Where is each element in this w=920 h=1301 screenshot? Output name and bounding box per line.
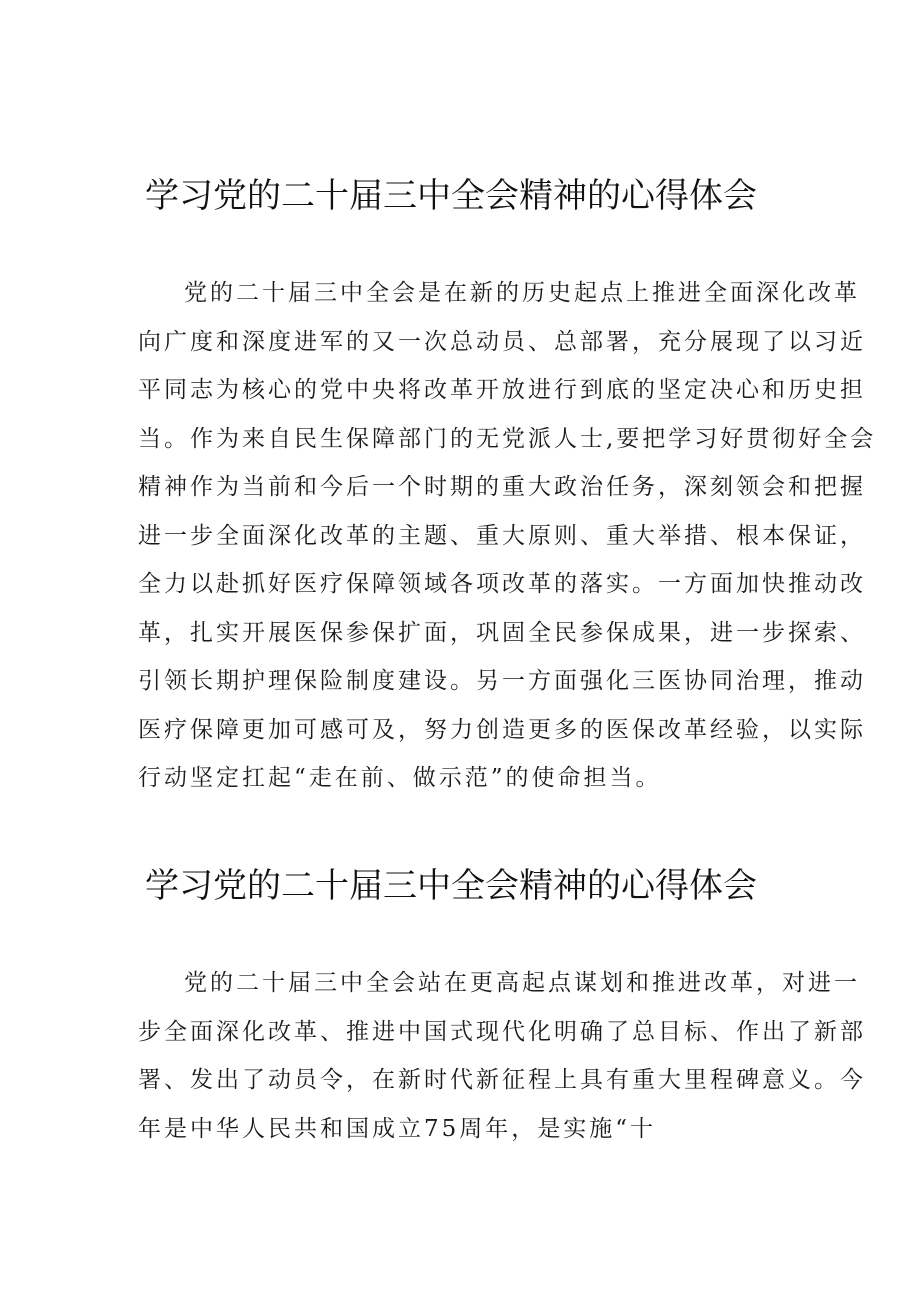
paragraph-line: 全力以赴抓好医疗保障领域各项改革的落实。一方面加快推动改 bbox=[138, 571, 866, 597]
paragraph-line: 年是中华人民共和国成立75周年，是实施“十 bbox=[138, 1115, 657, 1142]
section-1-paragraph bbox=[138, 269, 877, 803]
section-2-title: 学习党的二十届三中全会精神的心得体会 bbox=[145, 866, 757, 906]
paragraph-line: 引领长期护理保险制度建设。另一方面强化三医协同治理，推动 bbox=[138, 668, 866, 694]
paragraph-line: 平同志为核心的党中央将改革开放进行到底的坚定决心和历史担 bbox=[138, 377, 866, 403]
paragraph-line: 行动坚定扛起“走在前、做示范”的使命担当。 bbox=[138, 765, 662, 791]
paragraph-line: 党的二十届三中全会站在更高起点谋划和推进改革，对进一 bbox=[184, 970, 860, 996]
paragraph-line: 向广度和深度进军的又一次总动员、总部署，充分展现了以习近 bbox=[138, 328, 866, 355]
paragraph-line: 署、发出了动员令，在新时代新征程上具有重大里程碑意义。今 bbox=[138, 1067, 866, 1093]
paragraph-line: 精神作为当前和今后一个时期的重大政治任务，深刻领会和把握 bbox=[138, 474, 866, 500]
paragraph-line: 步全面深化改革、推进中国式现代化明确了总目标、作出了新部 bbox=[138, 1018, 866, 1045]
paragraph-line: 医疗保障更加可感可及，努力创造更多的医保改革经验，以实际 bbox=[138, 716, 866, 743]
paragraph-line: 进一步全面深化改革的主题、重大原则、重大举措、根本保证， bbox=[138, 522, 866, 549]
paragraph-line: 当。作为来自民生保障部门的无党派人士,要把学习好贯彻好全会 bbox=[138, 425, 877, 452]
paragraph-line: 党的二十届三中全会是在新的历史起点上推进全面深化改革 bbox=[184, 280, 860, 306]
section-1-title: 学习党的二十届三中全会精神的心得体会 bbox=[145, 176, 757, 216]
section-2-paragraph bbox=[138, 959, 866, 1153]
paragraph-line: 革，扎实开展医保参保扩面，巩固全民参保成果，进一步探索、 bbox=[138, 619, 866, 646]
